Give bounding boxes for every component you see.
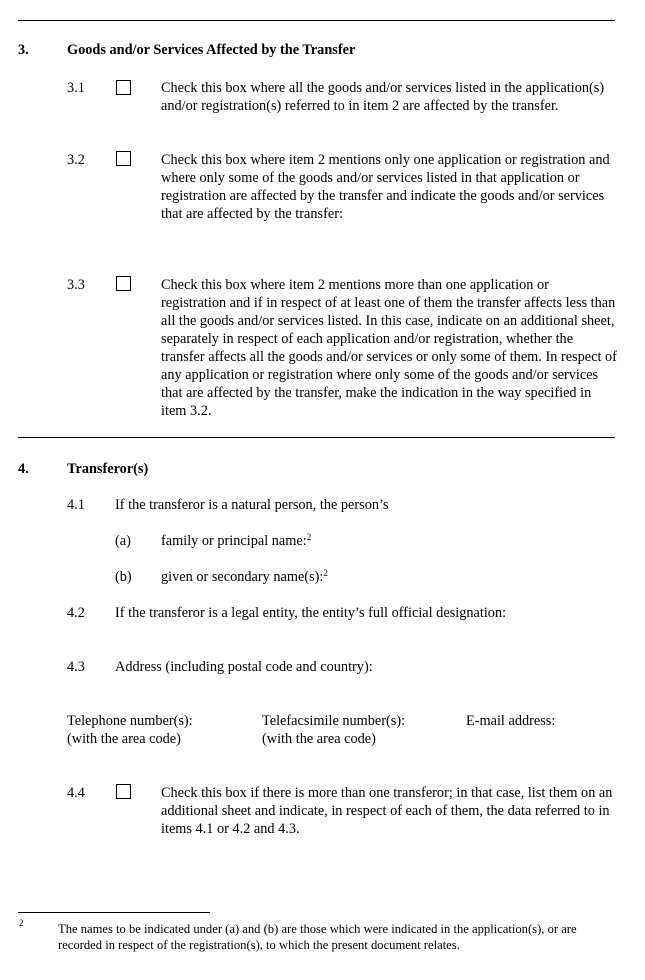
item-3-1-number: 3.1 [67, 80, 85, 96]
item-3-1-checkbox[interactable] [116, 80, 131, 95]
section-3-number: 3. [18, 42, 29, 58]
item-3-1-text: Check this box where all the goods and/or services listed in the application(s) and/or registration(s) referred to in item 2 are affected by the transfer. [161, 80, 605, 114]
item-4-3-number: 4.3 [67, 659, 85, 675]
top-divider [18, 20, 615, 21]
item-4-1-b-label: (b) [115, 569, 132, 585]
item-3-2-number: 3.2 [67, 152, 85, 168]
item-4-1-number: 4.1 [67, 497, 85, 513]
fax-label: Telefacsimile number(s): [262, 713, 406, 729]
section-4-title: Transferor(s) [67, 461, 149, 477]
item-3-3-text: Check this box where item 2 mentions more than one application or registration and if in respect of at least one of them the transfer affects less than all the goods and/or services listed. In this case, indicate on an additional sheet, separately in respect of each application and/or registration, whether the transfer affects all the goods and/or services or only some of them. In respect of any application or registration where only some of the goods and/or services that are affected by the transfer, make the indication in the way specified in item 3.2. [161, 277, 617, 419]
item-3-3-number: 3.3 [67, 277, 85, 293]
item-4-3-text: Address (including postal code and country): [115, 659, 373, 675]
telephone-label: Telephone number(s): [67, 713, 193, 729]
item-4-1-a-text: family or principal name: [161, 533, 307, 549]
item-4-4-number: 4.4 [67, 785, 85, 801]
item-4-4-text: Check this box if there is more than one transferor; in that case, list them on an additional sheet and indicate, in respect of each of them, the data referred to in items 4.1 or 4.2 and 4.3. [161, 785, 613, 837]
footnote-ref: 2 [306, 532, 312, 542]
item-3-3-checkbox[interactable] [116, 276, 131, 291]
footnote-text: The names to be indicated under (a) and (b) are those which were indicated in the application(s), or are recorded in respect of the registration(s), to which the present document relates. [58, 922, 577, 952]
item-4-1-b-text: given or secondary name(s): [161, 569, 324, 585]
section-divider [18, 437, 615, 438]
footnote-divider [18, 912, 210, 913]
item-3-2-text: Check this box where item 2 mentions only one application or registration and where only some of the goods and/or services listed in that application or registration are affected by the transfer and indicate the goods and/or services that are affected by the transfer: [161, 152, 610, 222]
item-4-1-a-field [161, 532, 311, 550]
footnote-number: 2 [19, 918, 24, 928]
item-4-1-text: If the transferor is a natural person, the person’s [115, 497, 389, 513]
section-4-number: 4. [18, 461, 29, 477]
item-4-1-a-label: (a) [115, 533, 131, 549]
item-4-2-text: If the transferor is a legal entity, the entity’s full official designation: [115, 605, 507, 621]
fax-note: (with the area code) [262, 731, 376, 747]
section-3-title: Goods and/or Services Affected by the Transfer [67, 42, 356, 58]
item-4-2-number: 4.2 [67, 605, 85, 621]
item-4-1-b-field [161, 568, 328, 586]
email-label: E-mail address: [466, 713, 556, 729]
footnote-ref: 2 [323, 568, 328, 578]
item-4-4-checkbox[interactable] [116, 784, 131, 799]
telephone-note: (with the area code) [67, 731, 181, 747]
item-3-2-checkbox[interactable] [116, 151, 131, 166]
